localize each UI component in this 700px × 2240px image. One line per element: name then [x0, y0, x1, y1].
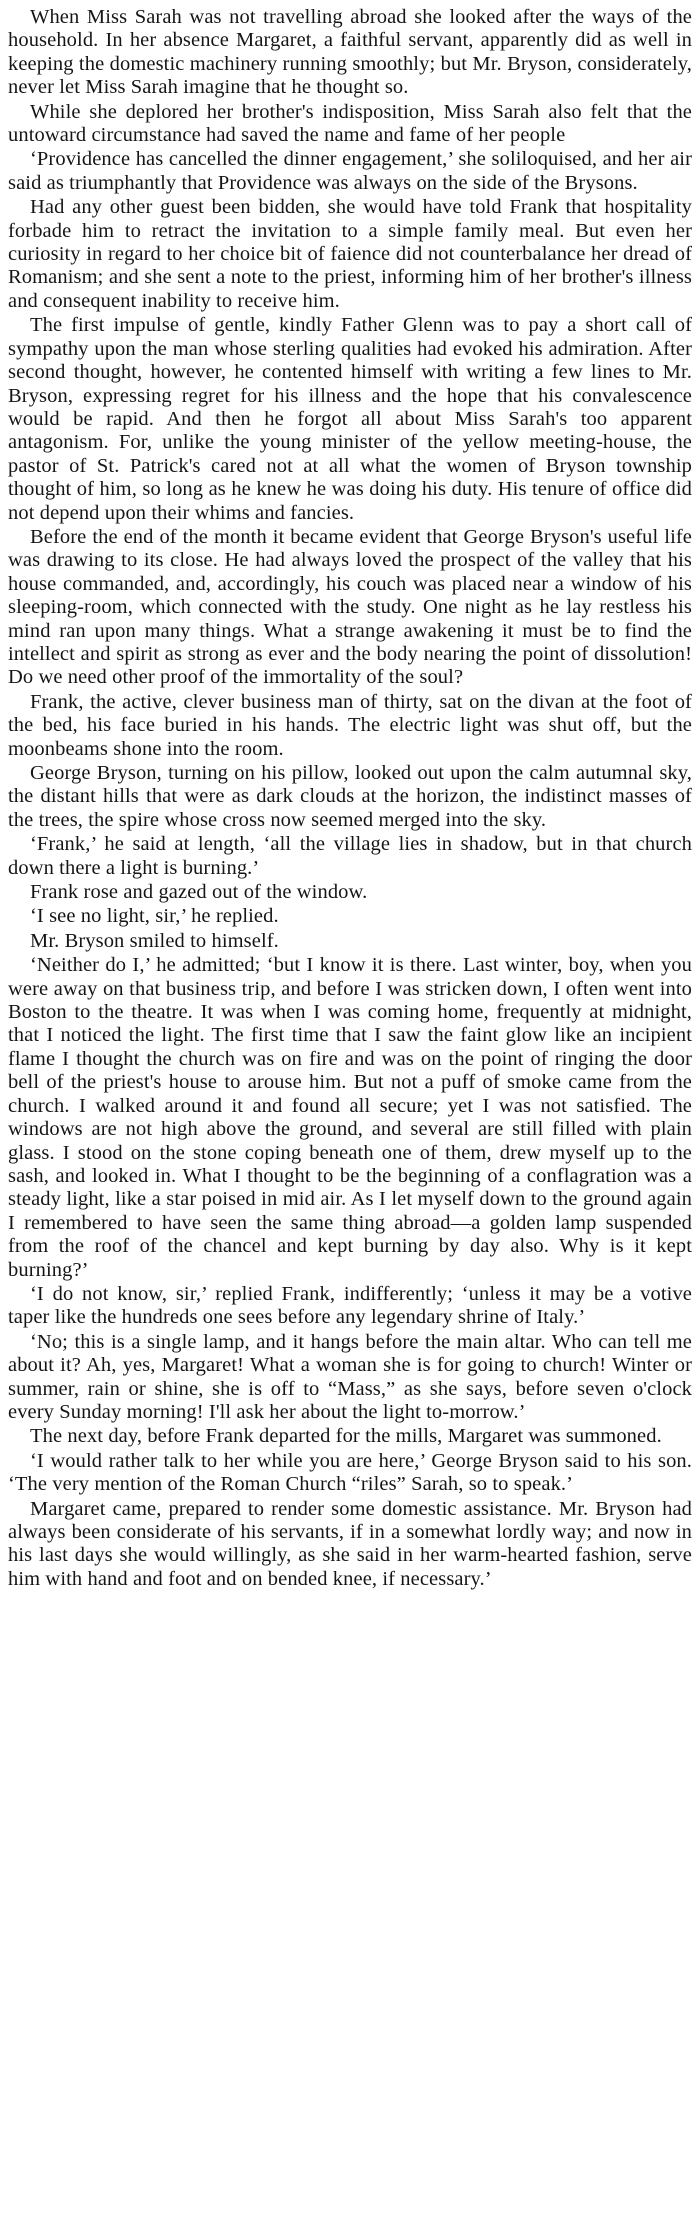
paragraph: ‘Neither do I,’ he admitted; ‘but I know it is there. Last winter, boy, when you were away on that business trip, and before I was stricken down, I often went into Boston to the theatre. It was when I was coming home, frequently at midnight, that I noticed the light. The first time that I saw the faint glow like an incipient flame I thought the church was on fire and was on the point of ringing the door bell of the priest's house to arouse him. But not a puff of smoke came from the church. I walked around it and found all secure; yet I was not satisfied. The windows are not high above the ground, and several are still filled with plain glass. I stood on the stone coping beneath one of them, drew myself up to the sash, and looked in. What I thought to be the beginning of a conflagration was a steady light, like a star poised in mid air. As I let myself down to the ground again I remembered to have seen the same thing abroad—a golden lamp suspended from the roof of the chancel and kept burning by day also. Why is it kept burning?’ [8, 954, 692, 1281]
paragraph: ‘Providence has cancelled the dinner engagement,’ she soliloquised, and her air said as triumphantly that Providence was always on the side of the Brysons. [8, 148, 692, 194]
paragraph: While she deplored her brother's indisposition, Miss Sarah also felt that the untoward circumstance had saved the name and fame of her people [8, 100, 692, 147]
paragraph: When Miss Sarah was not travelling abroad she looked after the ways of the household. In her absence Margaret, a faithful servant, apparently did as well in keeping the domestic machinery running smoothly; but Mr. Bryson, considerately, never let Miss Sarah imagine that he thought so. [8, 6, 692, 99]
paragraph: ‘No; this is a single lamp, and it hangs before the main altar. Who can tell me about it? Ah, yes, Margaret! What a woman she is for going to church! Winter or summer, rain or shine, she is off to “Mass,” as she says, before seven o'clock every Sunday morning! I'll ask her about the light to-morrow.’ [8, 1330, 692, 1423]
paragraph: ‘I see no light, sir,’ he replied. [30, 905, 279, 928]
paragraph: Had any other guest been bidden, she would have told Frank that hospitality forbade him to retract the invitation to a simple family meal. But even her curiosity in regard to her choice bit of faience did not counterbalance her dread of Romanism; and she sent a note to the priest, informing him of her brother's illness and consequent inability to receive him. [8, 196, 692, 312]
text-column [8, 6, 692, 1592]
paragraph: The next day, before Frank departed for the mills, Margaret was summoned. [30, 1425, 662, 1448]
paragraph: George Bryson, turning on his pillow, looked out upon the calm autumnal sky, the distant hills that were as dark clouds at the horizon, the indistinct masses of the trees, the spire whose cross now seemed merged into the sky. [8, 762, 692, 831]
paragraph: ‘I do not know, sir,’ replied Frank, indifferently; ‘unless it may be a votive taper like the hundreds one sees before any legendary shrine of Italy.’ [8, 1282, 692, 1329]
paragraph: Frank, the active, clever business man of thirty, sat on the divan at the foot of the bed, his face buried in his hands. The electric light was shut off, but the moonbeams shone into the room. [8, 690, 692, 760]
paragraph: ‘I would rather talk to her while you are here,’ George Bryson said to his son. ‘The very mention of the Roman Church “riles” Sarah, so to speak.’ [8, 1449, 692, 1496]
paragraph: ‘Frank,’ he said at length, ‘all the village lies in shadow, but in that church down there a light is burning.’ [8, 833, 692, 879]
paragraph: Mr. Bryson smiled to himself. [30, 929, 279, 952]
paragraph: The first impulse of gentle, kindly Father Glenn was to pay a short call of sympathy upon the man whose sterling qualities had evoked his admiration. After second thought, however, he contented himself with writing a few lines to Mr. Bryson, expressing regret for his illness and the hope that his convalescence would be rapid. And then he forgot all about Miss Sarah's too apparent antagonism. For, unlike the young minister of the yellow meeting-house, the pastor of St. Patrick's cared not at all what the women of Bryson township thought of him, so long as he knew he was doing his duty. His tenure of office did not depend upon their whims and fancies. [8, 314, 692, 524]
paragraph: Before the end of the month it became evident that George Bryson's useful life was drawing to its close. He had always loved the prospect of the valley that his house commanded, and, accordingly, his couch was placed near a window of his sleeping-room, which connected with the study. One night as he lay restless his mind ran upon many things. What a strange awakening it must be to find the intellect and spirit as strong as ever and the body nearing the point of dissolution! Do we need other proof of the immortality of the soul? [8, 525, 692, 689]
paragraph: Frank rose and gazed out of the window. [30, 881, 368, 904]
paragraph: Margaret came, prepared to render some domestic assistance. Mr. Bryson had always been considerate of his servants, if in a somewhat lordly way; and now in his last days she would willingly, as she said in her warm-hearted fashion, serve him with hand and foot and on bended knee, if necessary.’ [8, 1497, 692, 1590]
